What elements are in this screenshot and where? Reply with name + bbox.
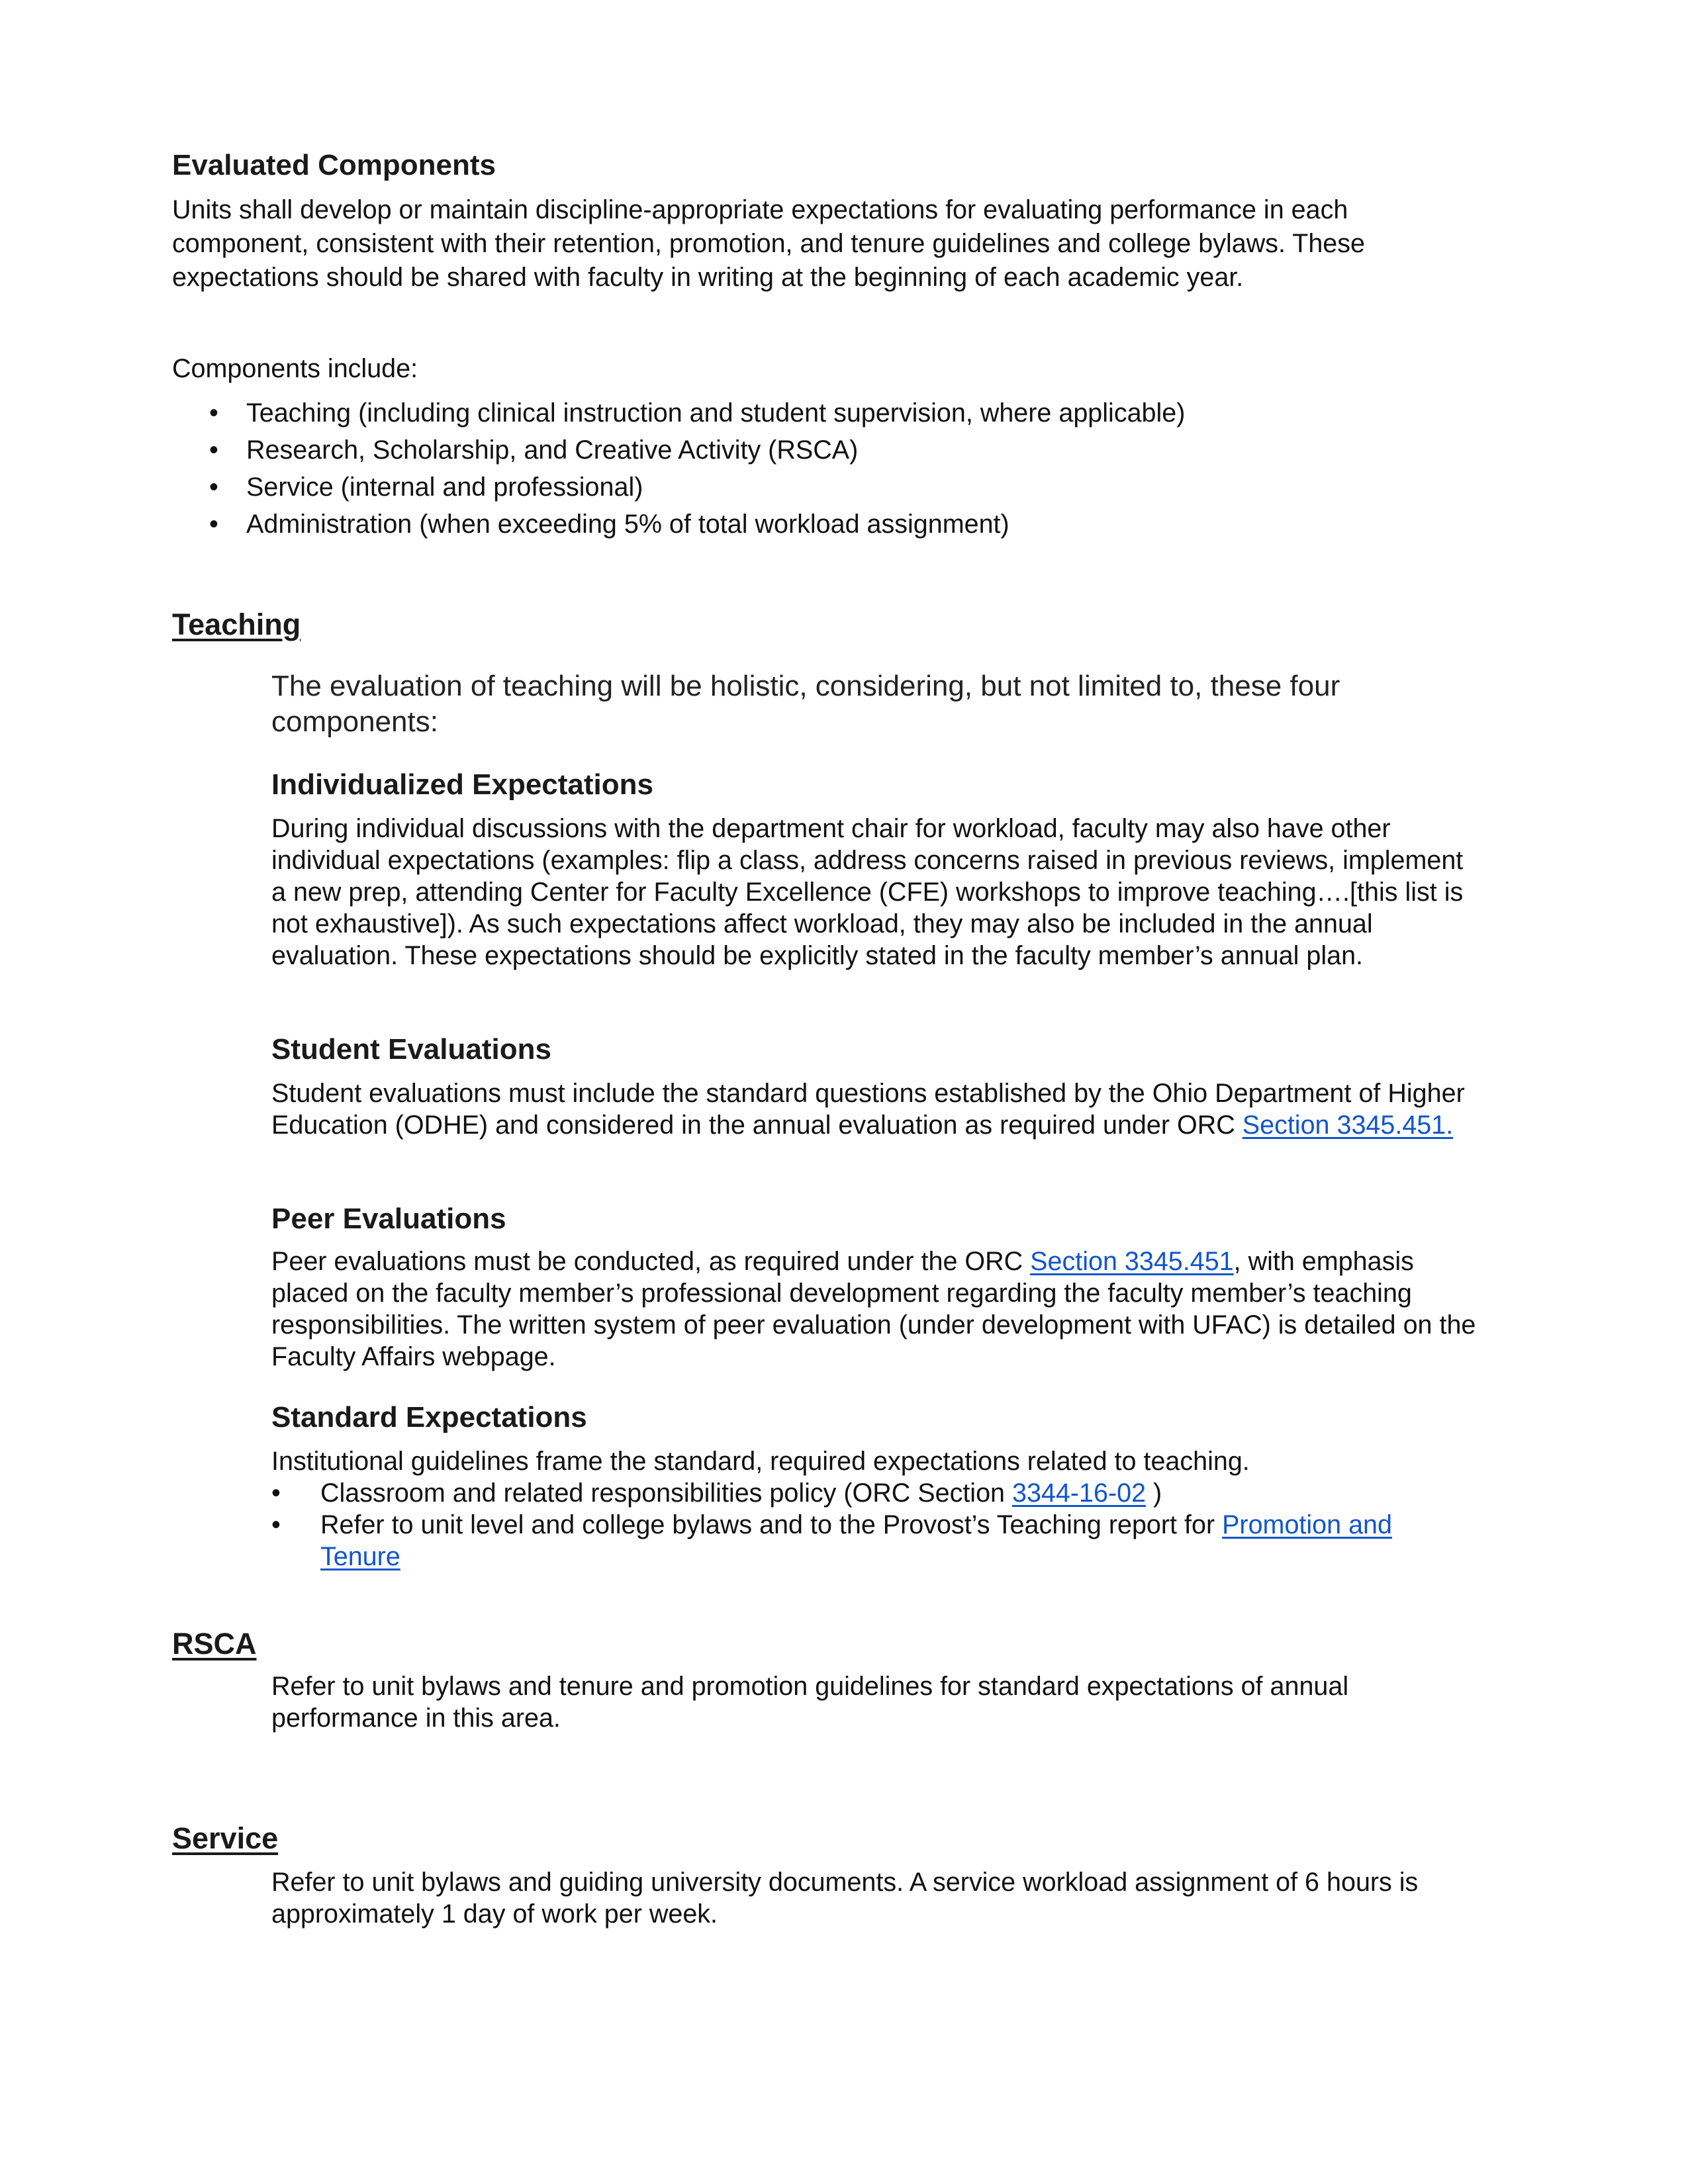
components-list	[172, 394, 1496, 543]
bullet-icon: •	[209, 435, 218, 465]
components-intro: Components include:	[172, 354, 418, 383]
individualized-expectations-text: During individual discussions with the department chair for workload, faculty may also have other individual expectations (examples: flip a class, address concerns raised in previous reviews, implement a new prep, attending Center for Faculty Excellence (CFE) workshops to improve teaching….[this list is not exhaustive]). As such expectations affect workload, they may also be included in the annual evaluation. These expectations should be explicitly stated in the faculty member’s annual plan.	[271, 814, 1464, 970]
bullet-icon: •	[209, 398, 218, 428]
bullet-icon: •	[271, 1510, 281, 1539]
evaluated-components-heading: Evaluated Components	[172, 149, 496, 181]
list-item: • Refer to unit level and college bylaws and to the Provost’s Teaching report for Promotion and Tenure	[271, 1510, 1392, 1571]
bullet-icon: •	[271, 1479, 281, 1508]
rsca-text: Refer to unit bylaws and tenure and promotion guidelines for standard expectations of annual performance in this area.	[271, 1672, 1349, 1733]
student-evaluations-text: Student evaluations must include the standard questions established by the Ohio Department of Higher Education (ODHE) and considered in the annual evaluation as required under ORC Section 3345.451.	[271, 1079, 1465, 1140]
list-item: • Teaching (including clinical instruction and student supervision, where applicable)	[172, 394, 1496, 432]
list-item: • Service (internal and professional)	[172, 469, 1496, 506]
list-item: • Classroom and related responsibilities policy (ORC Section 3344-16-02 )	[271, 1479, 1162, 1508]
list-item: • Research, Scholarship, and Creative Activity (RSCA)	[172, 432, 1496, 469]
rsca-heading: RSCA	[172, 1627, 257, 1661]
peer-evaluations-heading: Peer Evaluations	[271, 1203, 506, 1235]
standard-expectations-text: Institutional guidelines frame the standard, required expectations related to teaching.	[271, 1447, 1250, 1476]
section-3345-451-link[interactable]: Section 3345.451	[1030, 1247, 1234, 1276]
service-heading: Service	[172, 1821, 279, 1855]
teaching-intro: The evaluation of teaching will be holistic, considering, but not limited to, these four components:	[271, 670, 1340, 738]
list-item: • Administration (when exceeding 5% of total workload assignment)	[172, 506, 1496, 543]
service-text: Refer to unit bylaws and guiding university documents. A service workload assignment of 6 hours is approximately 1 day of work per week.	[271, 1868, 1419, 1929]
orc-3344-16-02-link[interactable]: 3344-16-02	[1012, 1479, 1147, 1508]
bullet-icon: •	[209, 473, 218, 502]
teaching-heading: Teaching	[172, 608, 301, 641]
bullet-icon: •	[209, 510, 218, 539]
evaluated-components-paragraph: Units shall develop or maintain discipline-appropriate expectations for evaluating performance in each component, consistent with their retention, promotion, and tenure guidelines and college bylaws. These expectations should be shared with faculty in writing at the beginning of each academic year.	[172, 195, 1365, 292]
student-evaluations-heading: Student Evaluations	[271, 1033, 551, 1066]
standard-expectations-heading: Standard Expectations	[271, 1401, 587, 1433]
standard-expectations-list	[271, 1477, 1470, 1572]
section-3345-451-link[interactable]: Section 3345.451.	[1242, 1111, 1454, 1140]
peer-evaluations-text: Peer evaluations must be conducted, as required under the ORC Section 3345.451, with emphasis placed on the faculty member’s professional development regarding the faculty member’s teaching responsibilities. The written system of peer evaluation (under development with UFAC) is detailed on the Faculty Affairs webpage.	[271, 1247, 1476, 1371]
individualized-expectations-heading: Individualized Expectations	[271, 768, 654, 801]
promotion-and-tenure-link[interactable]: Promotion and Tenure	[320, 1510, 1392, 1571]
